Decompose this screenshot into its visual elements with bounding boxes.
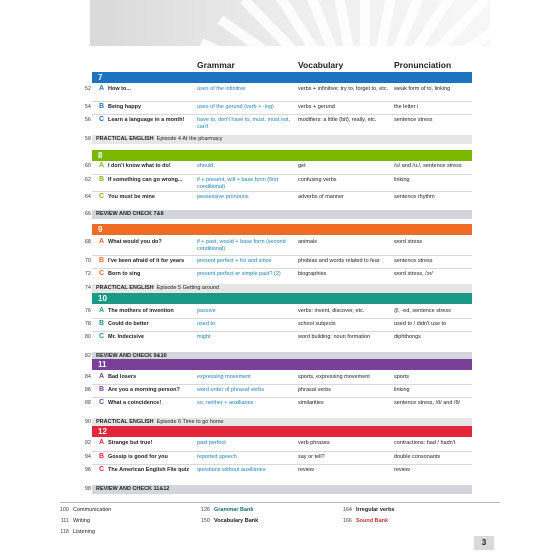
lesson-pronunciation: linking [394, 177, 410, 183]
lesson-page-number: 84 [84, 374, 91, 380]
section-label: REVIEW AND CHECK 9&10 [96, 353, 167, 359]
lesson-row[interactable] [0, 400, 560, 412]
row-divider [92, 451, 472, 452]
lesson-letter: A [99, 439, 105, 446]
lesson-pronunciation: word stress, /ɔr/ [394, 271, 433, 277]
lesson-grammar: past perfect [197, 440, 226, 446]
footer-label: Vocabulary Bank [214, 518, 259, 524]
lesson-vocabulary: school subjects [298, 321, 336, 327]
footer-page-number: 164 [342, 507, 352, 513]
footer-link[interactable] [338, 518, 388, 525]
lesson-grammar: so, neither + auxiliaries [197, 400, 254, 406]
lesson-title: If something can go wrong... [108, 177, 183, 183]
lesson-grammar: present perfect + for and since [197, 258, 272, 264]
footer-page-number: 166 [342, 518, 352, 524]
row-divider [92, 384, 472, 385]
lesson-page-number: 88 [84, 400, 91, 406]
lesson-page-number: 92 [84, 440, 91, 446]
lesson-title: How to... [108, 86, 131, 92]
lesson-grammar: uses of the infinitive [197, 86, 246, 92]
footer-page-number: 100 [59, 507, 69, 513]
lesson-pronunciation: contractions: had / hadn't [394, 440, 456, 446]
lesson-letter: A [99, 238, 105, 245]
unit-header-bar: 11 [92, 359, 472, 370]
lesson-pronunciation: weak form of to, linking [394, 86, 451, 92]
section-page-number: 66 [84, 211, 91, 217]
lesson-letter: C [99, 116, 105, 123]
lesson-page-number: 72 [84, 271, 91, 277]
footer-label: Sound Bank [356, 518, 389, 524]
section-label: REVIEW AND CHECK 7&8 [96, 211, 164, 217]
lesson-pronunciation: the letter i [394, 104, 419, 110]
lesson-row[interactable] [0, 467, 560, 479]
lesson-page-number: 52 [84, 86, 91, 92]
lesson-vocabulary: verbs: invent, discover, etc. [298, 308, 365, 314]
lesson-page-number: 60 [84, 163, 91, 169]
lesson-grammar: have to, don't have to, must, must not, can't [197, 117, 291, 130]
practical-english-row[interactable] [92, 135, 472, 144]
lesson-title: What would you do? [108, 239, 162, 245]
lesson-title: The American English File quiz [108, 467, 190, 473]
lesson-pronunciation: sentence rhythm [394, 194, 435, 200]
unit-header-bar: 9 [92, 224, 472, 235]
section-label: PRACTICAL ENGLISH [96, 419, 154, 425]
section-page-number: 74 [84, 285, 91, 291]
unit-header-bar: 7 [92, 72, 472, 83]
lesson-row[interactable] [0, 117, 560, 129]
footer-link[interactable] [55, 518, 90, 525]
lesson-pronunciation: sports [394, 374, 409, 380]
lesson-grammar: if + present, will + base form (first conditional) [197, 177, 278, 190]
banner-ray [360, 0, 370, 46]
lesson-letter: B [99, 320, 105, 327]
lesson-title: Could do better [108, 321, 149, 327]
footer-label: Writing [73, 518, 91, 524]
lesson-pronunciation: sentence stress [394, 258, 433, 264]
lesson-grammar: word order of phrasal verbs [197, 387, 264, 393]
footer-page-number: 126 [200, 507, 210, 513]
footer-link[interactable] [196, 518, 258, 525]
lesson-title: I've been afraid of it for years [108, 258, 185, 264]
lesson-page-number: 86 [84, 387, 91, 393]
lesson-title: Being happy [108, 104, 142, 110]
lesson-pronunciation: linking [394, 387, 410, 393]
lesson-letter: B [99, 103, 105, 110]
lesson-grammar: possessive pronouns [197, 194, 249, 200]
footer-page-number: 111 [60, 518, 69, 524]
lesson-page-number: 54 [84, 104, 91, 110]
footer-link[interactable] [55, 507, 111, 514]
footer-link[interactable] [196, 507, 253, 514]
lesson-letter: C [99, 270, 105, 277]
lesson-pronunciation: used to / didn't use to [394, 321, 447, 327]
review-and-check-row[interactable] [92, 485, 472, 494]
pronunciation-column-header: Pronunciation [394, 60, 452, 70]
section-page-number: 82 [84, 353, 91, 359]
row-divider [92, 268, 472, 269]
lesson-vocabulary: word building: noun formation [298, 334, 371, 340]
lesson-vocabulary: verbs + gerund [298, 104, 335, 110]
lesson-pronunciation: /ʊ/ and /uː/, sentence stress [394, 163, 462, 169]
lesson-pronunciation: /ʃ/, -ed, sentence stress [394, 308, 451, 314]
row-divider [92, 464, 472, 465]
row-divider [92, 397, 472, 398]
row-divider [92, 191, 472, 192]
vocabulary-column-header: Vocabulary [298, 60, 344, 70]
practical-english-row[interactable] [92, 284, 472, 293]
lesson-vocabulary: phrasal verbs [298, 387, 332, 393]
lesson-grammar: if + past, would + base form (second conditional) [197, 239, 286, 252]
lesson-vocabulary: confusing verbs [298, 177, 337, 183]
row-divider [92, 318, 472, 319]
lesson-title: Bad losers [108, 374, 137, 380]
lesson-letter: A [99, 373, 105, 380]
section-label: REVIEW AND CHECK 11&12 [96, 486, 170, 492]
page-number: 3 [474, 536, 494, 550]
lesson-grammar: should [197, 163, 214, 169]
lesson-row[interactable] [0, 334, 560, 346]
lesson-vocabulary: adverbs of manner [298, 194, 344, 200]
unit-header-bar: 8 [92, 150, 472, 161]
lesson-grammar: used to [197, 321, 216, 327]
lesson-pronunciation: review [394, 467, 410, 473]
lesson-vocabulary: phobias and words related to fear [298, 258, 380, 264]
lesson-letter: C [99, 399, 105, 406]
row-divider [92, 174, 472, 175]
grammar-column-header: Grammar [197, 60, 235, 70]
lesson-grammar: reported speech [197, 454, 237, 460]
lesson-page-number: 68 [84, 239, 91, 245]
header-banner [90, 0, 490, 46]
section-page-number: 58 [84, 136, 91, 142]
lesson-vocabulary: verbs + infinitive: try to, forget to, etc. [298, 86, 389, 92]
lesson-letter: A [99, 162, 105, 169]
section-page-number: 98 [84, 486, 91, 492]
footer-label: Irregular verbs [356, 507, 395, 513]
section-label: PRACTICAL ENGLISH [96, 285, 154, 291]
lesson-row[interactable] [0, 194, 560, 206]
lesson-vocabulary: sports, expressing movement [298, 374, 370, 380]
footer-label: Communication [73, 507, 112, 513]
lesson-pronunciation: sentence stress, /ð/ and /θ/ [394, 400, 461, 406]
lesson-page-number: 70 [84, 258, 91, 264]
lesson-letter: C [99, 333, 105, 340]
lesson-title: What a coincidence! [108, 400, 162, 406]
lesson-vocabulary: modifiers: a little (bit), really, etc. [298, 117, 377, 123]
unit-header-bar: 10 [92, 293, 472, 304]
lesson-pronunciation: word stress [394, 239, 423, 245]
lesson-page-number: 78 [84, 321, 91, 327]
lesson-page-number: 96 [84, 467, 91, 473]
footer-label: Grammar Bank [214, 507, 254, 513]
lesson-row[interactable] [0, 177, 560, 189]
lesson-vocabulary: animals [298, 239, 317, 245]
lesson-grammar: uses of the gerund (verb + -ing) [197, 104, 274, 110]
review-and-check-row[interactable] [92, 210, 472, 219]
lesson-letter: C [99, 466, 105, 473]
section-episode: Episode 5 Getting around [156, 285, 220, 291]
lesson-grammar: expressing movement [197, 374, 251, 380]
lesson-pronunciation: double consonants [394, 454, 441, 460]
section-episode: Episode 4 At the pharmacy [156, 136, 223, 142]
footer-link[interactable] [55, 529, 95, 536]
lesson-grammar: questions without auxiliaries [197, 467, 266, 473]
lesson-pronunciation: diphthongs [394, 334, 421, 340]
lesson-title: The mothers of invention [108, 308, 174, 314]
lesson-row[interactable] [0, 271, 560, 283]
lesson-page-number: 64 [84, 194, 91, 200]
lesson-letter: B [99, 453, 105, 460]
lesson-page-number: 56 [84, 117, 91, 123]
lesson-vocabulary: say or tell? [298, 454, 325, 460]
lesson-row[interactable] [0, 86, 560, 98]
lesson-grammar: might [197, 334, 211, 340]
footer-page-number: 118 [60, 529, 69, 535]
lesson-vocabulary: similarities [298, 400, 324, 406]
section-page-number: 90 [84, 419, 91, 425]
lesson-vocabulary: verb phrases [298, 440, 330, 446]
lesson-grammar: present perfect or simple past? (2) [197, 271, 281, 277]
section-episode: Episode 6 Time to go home [156, 419, 224, 425]
footer-link[interactable] [338, 507, 395, 514]
lesson-grammar: passive [197, 308, 216, 314]
unit-header-bar: 12 [92, 426, 472, 437]
lesson-page-number: 76 [84, 308, 91, 314]
lesson-title: Strange but true! [108, 440, 153, 446]
section-label: PRACTICAL ENGLISH [96, 136, 154, 142]
lesson-title: I don't know what to do! [108, 163, 171, 169]
lesson-title: Learn a language in a month! [108, 117, 185, 123]
lesson-pronunciation: sentence stress [394, 117, 433, 123]
footer-divider [60, 502, 500, 503]
lesson-title: Born to sing [108, 271, 141, 277]
lesson-page-number: 62 [84, 177, 91, 183]
row-divider [92, 114, 472, 115]
lesson-title: Are you a morning person? [108, 387, 180, 393]
lesson-page-number: 94 [84, 454, 91, 460]
lesson-letter: A [99, 307, 105, 314]
lesson-vocabulary: review [298, 467, 314, 473]
lesson-title: Mr. Indecisive [108, 334, 145, 340]
row-divider [92, 331, 472, 332]
lesson-letter: A [99, 85, 105, 92]
lesson-vocabulary: biographies [298, 271, 327, 277]
lesson-letter: B [99, 386, 105, 393]
lesson-vocabulary: get [298, 163, 306, 169]
lesson-letter: B [99, 257, 105, 264]
lesson-page-number: 80 [84, 334, 91, 340]
footer-page-number: 150 [200, 518, 210, 524]
row-divider [92, 255, 472, 256]
lesson-title: Gossip is good for you [108, 454, 168, 460]
lesson-letter: C [99, 193, 105, 200]
row-divider [92, 101, 472, 102]
lesson-letter: B [99, 176, 105, 183]
footer-label: Listening [73, 529, 96, 535]
lesson-row[interactable] [0, 239, 560, 251]
lesson-title: You must be mine [108, 194, 155, 200]
